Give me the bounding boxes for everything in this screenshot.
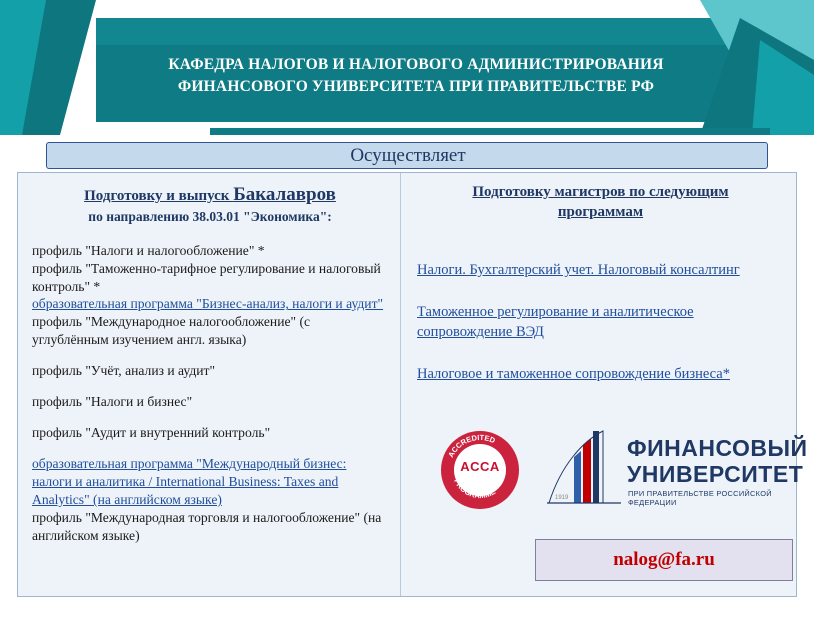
page-title-line-2: ФИНАНСОВОГО УНИВЕРСИТЕТА ПРИ ПРАВИТЕЛЬСТВЕ РФ xyxy=(177,78,655,96)
bachelor-profile-list xyxy=(32,242,388,545)
svg-text:PROGRAMME: PROGRAMME xyxy=(452,477,498,501)
list-item: профиль "Учёт, анализ и аудит" xyxy=(32,363,216,379)
list-item: профиль "Налоги и налогообложение" * xyxy=(32,242,265,258)
list-item: профиль "Таможенно-тарифное регулирование и налоговый контроль" * xyxy=(32,260,381,294)
bachelor-heading-part-1: Подготовку и выпуск xyxy=(84,188,234,204)
list-item: профиль "Международное налогообложение" (с углублённым изучением англ. языка) xyxy=(32,314,311,348)
email-box xyxy=(535,539,793,581)
svg-text:ACCREDITED: ACCREDITED xyxy=(446,432,497,460)
master-program-link[interactable]: Налоги. Бухгалтерский учет. Налоговый консалтинг xyxy=(417,262,740,278)
finuniversity-logo-line-2: УНИВЕРСИТЕТ xyxy=(627,461,804,487)
finuniversity-logo-year: 1919 xyxy=(555,495,569,501)
master-heading-line-2: программам xyxy=(557,203,644,220)
master-heading xyxy=(417,183,784,222)
list-item: профиль "Налоги и бизнес" xyxy=(32,394,193,410)
master-program-link[interactable]: Налоговое и таможенное сопровождение бизнеса* xyxy=(417,366,730,382)
bachelor-column xyxy=(18,173,401,596)
master-heading-line-1: Подготовку магистров по следующим xyxy=(472,184,729,200)
page-title xyxy=(96,54,736,99)
list-item: профиль "Международная торговля и налогообложение" (на английском языке) xyxy=(32,509,382,543)
section-banner xyxy=(46,142,768,169)
finuniversity-logo-line-3: ПРИ ПРАВИТЕЛЬСТВЕ РОССИЙСКОЙ ФЕДЕРАЦИИ xyxy=(628,489,772,507)
bachelor-subheading: по направлению 38.03.01 "Экономика": xyxy=(88,208,332,224)
email-address[interactable]: nalog@fa.ru xyxy=(613,549,715,570)
section-banner-label: Осуществляет xyxy=(350,145,466,166)
bachelor-heading xyxy=(32,183,388,207)
master-program-list xyxy=(417,260,784,384)
content-panel xyxy=(17,172,808,597)
page-title-line-1: КАФЕДРА НАЛОГОВ И НАЛОГОВОГО АДМИНИСТРИРОВАНИЯ xyxy=(168,56,664,73)
bachelor-heading-part-2: Бакалавров xyxy=(233,184,336,205)
list-item-link[interactable]: образовательная программа "Международный бизнес: налоги и аналитика / International Business: Taxes and Analytics" (на английском языке) xyxy=(32,456,347,507)
acca-accreditation-icon xyxy=(441,431,519,509)
finuniversity-logo xyxy=(541,425,808,517)
finuniversity-logo-line-1: ФИНАНСОВЫЙ xyxy=(627,435,808,461)
list-item: профиль "Аудит и внутренний контроль" xyxy=(32,425,271,441)
finuniversity-emblem-icon xyxy=(541,425,627,517)
acca-badge-label: ACCA xyxy=(460,459,500,474)
master-column xyxy=(401,173,808,596)
list-item-link[interactable]: образовательная программа "Бизнес-анализ, налоги и аудит" xyxy=(32,296,384,312)
master-program-link[interactable]: Таможенное регулирование и аналитическое сопровождение ВЭД xyxy=(417,304,694,340)
